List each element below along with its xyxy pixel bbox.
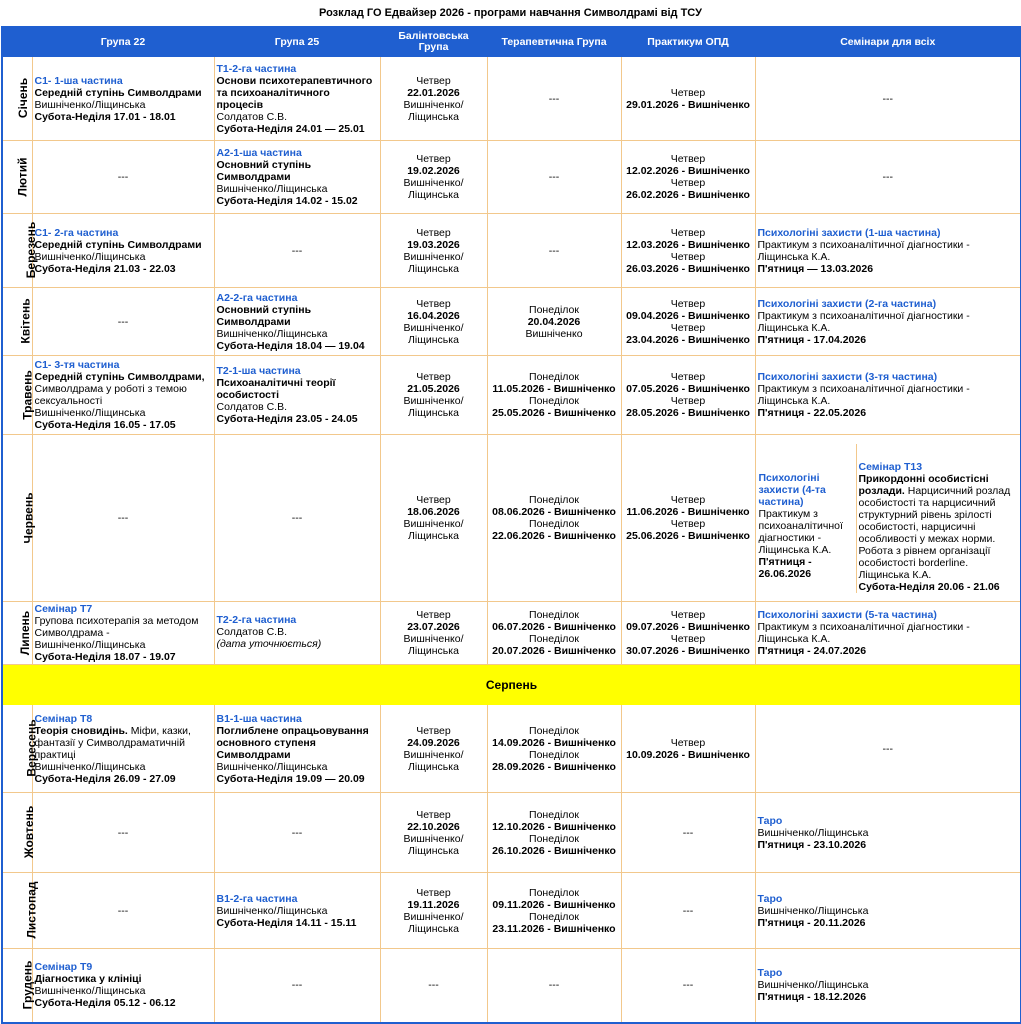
cell-g25: А2-2-га частина Основний ступінь Символдрами Вишніченко/Ліщинська Субота-Неділя 18.04 — 19.04 — [214, 288, 380, 356]
cell-g22: --- — [32, 793, 214, 873]
cell-balint: Четвер 18.06.2026 Вишніченко/ Ліщинська — [380, 435, 487, 602]
cell-therapy: Понеділок 12.10.2026 - Вишніченко Понеділок 26.10.2026 - Вишніченко — [487, 793, 621, 873]
row-february — [2, 141, 1021, 214]
cell-balint: Четвер 19.11.2026 Вишніченко/ Ліщинська — [380, 873, 487, 949]
month-cell: Червень — [2, 435, 32, 602]
cell-g22: --- — [32, 873, 214, 949]
cell-opd: --- — [621, 793, 755, 873]
cell-g25: Т1-2-га частина Основи психотерапевтичного та психоаналітичного процесів Солдатов С.В. Субота-Неділя 24.01 — 25.01 — [214, 57, 380, 141]
cell-therapy: Понеділок 06.07.2026 - Вишніченко Понеділок 20.07.2026 - Вишніченко — [487, 602, 621, 665]
cell-g25: --- — [214, 214, 380, 288]
header-therapy: Терапевтична Група — [487, 27, 621, 57]
cell-therapy: --- — [487, 57, 621, 141]
cell-seminars: Психологіні захисти (5-та частина) Практикум з психоаналітичної діагностики - Ліщинська К.А. П'ятниця - 24.07.2026 — [755, 602, 1021, 665]
month-cell: Листопад — [2, 873, 32, 949]
cell-seminars — [755, 435, 1021, 602]
cell-opd: --- — [621, 873, 755, 949]
cell-g22: С1- 2-га частина Середній ступінь Символдрами Вишніченко/Ліщинська Субота-Неділя 21.03 - 22.03 — [32, 214, 214, 288]
cell-therapy: Понеділок 08.06.2026 - Вишніченко Понеділок 22.06.2026 - Вишніченко — [487, 435, 621, 602]
header-row — [2, 27, 1021, 57]
cell-seminars: --- — [755, 705, 1021, 793]
cell-opd: Четвер 12.02.2026 - Вишніченко Четвер 26.02.2026 - Вишніченко — [621, 141, 755, 214]
cell-g25: В1-2-га частина Вишніченко/Ліщинська Субота-Неділя 14.11 - 15.11 — [214, 873, 380, 949]
cell-g22: Семінар Т7 Групова психотерапія за методом Символдрама - Вишніченко/Ліщинська Субота-Неділя 18.07 - 19.07 — [32, 602, 214, 665]
cell-g22: --- — [32, 288, 214, 356]
cell-therapy: Понеділок 09.11.2026 - Вишніченко Понеділок 23.11.2026 - Вишніченко — [487, 873, 621, 949]
month-cell: Січень — [2, 57, 32, 141]
header-seminars: Семінари для всіх — [755, 27, 1021, 57]
month-cell: Травень — [2, 356, 32, 435]
cell-balint: Четвер 23.07.2026 Вишніченко/ Ліщинська — [380, 602, 487, 665]
cell-therapy: --- — [487, 141, 621, 214]
month-cell: Березень — [2, 214, 32, 288]
page-title: Розклад ГО Едвайзер 2026 - програми навчання Символдрамі від ТСУ — [319, 7, 702, 19]
header-corner — [2, 27, 32, 57]
cell-g22: Семінар Т8 Теорія сновидінь. Міфи, казки, фантазії у Символдраматичній практиці Вишніченко/Ліщинська Субота-Неділя 26.09 - 27.09 — [32, 705, 214, 793]
cell-therapy: --- — [487, 214, 621, 288]
cell-seminars: Таро Вишніченко/Ліщинська П'ятниця - 18.12.2026 — [755, 949, 1021, 1023]
row-march — [2, 214, 1021, 288]
cell-opd: Четвер 07.05.2026 - Вишніченко Четвер 28.05.2026 - Вишніченко — [621, 356, 755, 435]
cell-therapy: --- — [487, 949, 621, 1023]
row-october — [2, 793, 1021, 873]
cell-therapy: Понеділок 14.09.2026 - Вишніченко Понеділок 28.09.2026 - Вишніченко — [487, 705, 621, 793]
cell-seminars: Психологіні захисти (1-ша частина) Практикум з психоаналітичної діагностики - Ліщинська К.А. П'ятниця — 13.03.2026 — [755, 214, 1021, 288]
cell-balint: Четвер 22.01.2026 Вишніченко/ Ліщинська — [380, 57, 487, 141]
cell-g22: --- — [32, 435, 214, 602]
row-november — [2, 873, 1021, 949]
month-cell: Грудень — [2, 949, 32, 1023]
cell-g25: --- — [214, 793, 380, 873]
month-cell: Квітень — [2, 288, 32, 356]
cell-seminars: --- — [755, 141, 1021, 214]
cell-g22: С1- 1-ша частина Середній ступінь Символдрами Вишніченко/Ліщинська Субота-Неділя 17.01 - 18.01 — [32, 57, 214, 141]
cell-seminars: Таро Вишніченко/Ліщинська П'ятниця - 20.11.2026 — [755, 873, 1021, 949]
cell-g25: Т2-1-ша частина Психоаналітичні теорії особистості Солдатов С.В. Субота-Неділя 23.05 - 24.05 — [214, 356, 380, 435]
cell-therapy: Понеділок 11.05.2026 - Вишніченко Понеділок 25.05.2026 - Вишніченко — [487, 356, 621, 435]
cell-g22: --- — [32, 141, 214, 214]
month-cell: Лютий — [2, 141, 32, 214]
row-june — [2, 435, 1021, 602]
cell-balint: Четвер 22.10.2026 Вишніченко/ Ліщинська — [380, 793, 487, 873]
row-april — [2, 288, 1021, 356]
cell-opd: Четвер 10.09.2026 - Вишніченко — [621, 705, 755, 793]
cell-balint: Четвер 19.02.2026 Вишніченко/ Ліщинська — [380, 141, 487, 214]
cell-opd: Четвер 11.06.2026 - Вишніченко Четвер 25.06.2026 - Вишніченко — [621, 435, 755, 602]
row-september — [2, 705, 1021, 793]
header-group22: Група 22 — [32, 27, 214, 57]
cell-g25: Т2-2-га частина Солдатов С.В. (дата уточнюється) — [214, 602, 380, 665]
cell-g22: С1- 3-тя частина Середній ступінь Символдрами, Символдрама у роботі з темою сексуальності Вишніченко/Ліщинська Субота-Неділя 16.05 - 17.05 — [32, 356, 214, 435]
cell-g22: Семінар Т9 Діагностика у клініці Вишніченко/Ліщинська Субота-Неділя 05.12 - 06.12 — [32, 949, 214, 1023]
cell-therapy: Понеділок 20.04.2026 Вишніченко — [487, 288, 621, 356]
cell-seminars: Таро Вишніченко/Ліщинська П'ятниця - 23.10.2026 — [755, 793, 1021, 873]
cell-balint: --- — [380, 949, 487, 1023]
cell-balint: Четвер 24.09.2026 Вишніченко/ Ліщинська — [380, 705, 487, 793]
row-december — [2, 949, 1021, 1023]
cell-g25: В1-1-ша частина Поглиблене опрацьовування основного ступеня Символдрами Вишніченко/Ліщинська Субота-Неділя 19.09 — 20.09 — [214, 705, 380, 793]
cell-opd: Четвер 09.04.2026 - Вишніченко Четвер 23.04.2026 - Вишніченко — [621, 288, 755, 356]
cell-balint: Четвер 19.03.2026 Вишніченко/ Ліщинська — [380, 214, 487, 288]
header-opd: Практикум ОПД — [621, 27, 755, 57]
cell-balint: Четвер 16.04.2026 Вишніченко/ Ліщинська — [380, 288, 487, 356]
cell-balint: Четвер 21.05.2026 Вишніченко/ Ліщинська — [380, 356, 487, 435]
row-january — [2, 57, 1021, 141]
seminars-split — [757, 444, 1021, 593]
cell-g25: --- — [214, 949, 380, 1023]
month-cell: Вересень — [2, 705, 32, 793]
cell-opd: Четвер 29.01.2026 - Вишніченко — [621, 57, 755, 141]
cell-seminars: Психологіні захисти (3-тя частина) Практикум з психоаналітичної діагностики - Ліщинська К.А. П'ятниця - 22.05.2026 — [755, 356, 1021, 435]
cell-opd: --- — [621, 949, 755, 1023]
august-banner: Серпень — [2, 665, 1021, 705]
cell-seminars: Психологіні захисти (2-га частина) Практикум з психоаналітичної діагностики - Ліщинська К.А. П'ятниця - 17.04.2026 — [755, 288, 1021, 356]
cell-opd: Четвер 12.03.2026 - Вишніченко Четвер 26.03.2026 - Вишніченко — [621, 214, 755, 288]
schedule-table — [1, 26, 1021, 1024]
seminar-t13: Семінар Т13 Прикордонні особистісні розлади. Нарцисичний розлад особистості та нарцисичний структурний рівень зрілості особистості, нарцисичні особливості у межах норми. Робота з рівнем організації особистості borderline. Ліщинська К.А. Субота-Неділя 20.06 - 21.06 — [858, 460, 1011, 593]
row-august — [2, 665, 1021, 705]
seminar-defenses-4: Психологіні захисти (4-та частина) Практикум з психоаналітичної діагностики - Ліщинська К.А. П'ятниця - 26.06.2026 — [757, 444, 857, 593]
cell-opd: Четвер 09.07.2026 - Вишніченко Четвер 30.07.2026 - Вишніченко — [621, 602, 755, 665]
month-cell: Липень — [2, 602, 32, 665]
cell-seminars: --- — [755, 57, 1021, 141]
header-balint: Балінтовська Група — [380, 27, 487, 57]
row-may — [2, 356, 1021, 435]
cell-g25: --- — [214, 435, 380, 602]
cell-g25: А2-1-ша частина Основний ступінь Символдрами Вишніченко/Ліщинська Субота-Неділя 14.02 - 15.02 — [214, 141, 380, 214]
month-cell: Жовтень — [2, 793, 32, 873]
row-july — [2, 602, 1021, 665]
header-group25: Група 25 — [214, 27, 380, 57]
